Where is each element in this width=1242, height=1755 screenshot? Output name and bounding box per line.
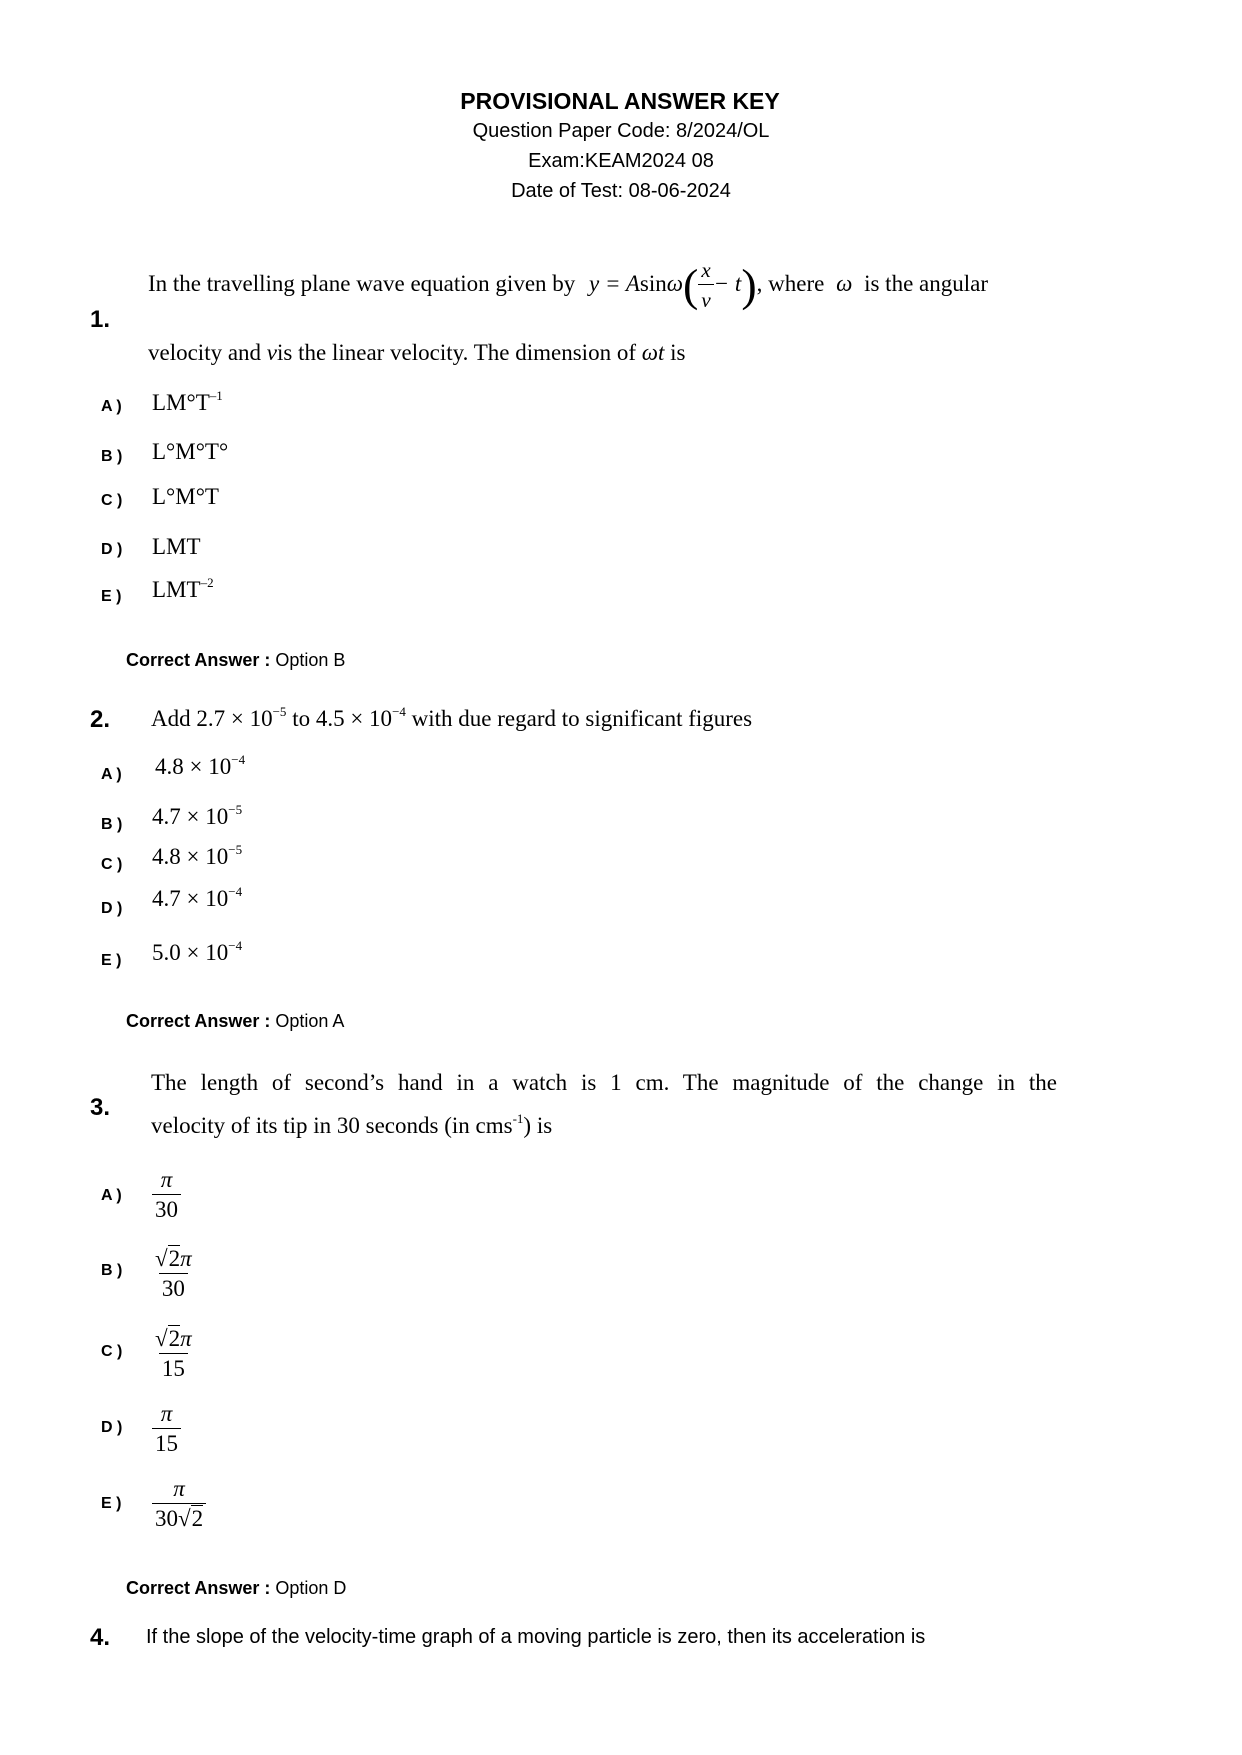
option-value <box>152 439 228 465</box>
option-value <box>152 1166 181 1225</box>
exam-name: Exam:KEAM2024 08 <box>528 150 714 172</box>
option-base: 5.0 × 10 <box>152 940 229 965</box>
option-value <box>152 1245 195 1304</box>
pi-symbol: π <box>180 1326 192 1351</box>
fraction-numerator: x <box>701 258 711 282</box>
sqrt-symbol: √2 <box>155 1246 181 1271</box>
question-text-part: Add 2.7 × 10 <box>151 706 273 731</box>
question-text-line2 <box>151 1111 552 1141</box>
option-label: E ) <box>101 588 122 605</box>
fraction <box>152 1245 195 1304</box>
equation-fraction <box>698 256 713 315</box>
option-sup: −5 <box>228 842 243 857</box>
option-base: L°M°T <box>152 484 219 509</box>
fraction <box>152 1166 181 1225</box>
fraction <box>152 1475 206 1534</box>
correct-answer <box>126 650 345 671</box>
question-text-line2 <box>148 338 685 368</box>
option-label: B ) <box>101 816 123 833</box>
exponent: -1 <box>512 1111 524 1126</box>
option-base: LMT <box>152 534 201 559</box>
correct-answer-value: Option B <box>275 650 346 670</box>
fraction-numerator: π <box>173 1476 185 1501</box>
option-value <box>152 844 242 870</box>
option-value <box>152 534 201 560</box>
sqrt-symbol: √2 <box>178 1506 204 1531</box>
question-text: The length of second’s hand in a watch is 1 cm. The magnitude of the change in the <box>151 1070 1057 1095</box>
correct-answer-label: Correct Answer : <box>126 1578 271 1598</box>
correct-answer-value: Option A <box>275 1011 345 1031</box>
option-base: 4.7 × 10 <box>152 886 229 911</box>
option-label: B ) <box>101 448 123 465</box>
radicand: 2 <box>168 1326 181 1351</box>
equation-sin: sin <box>639 270 667 296</box>
test-date: Date of Test: 08-06-2024 <box>511 180 731 202</box>
option-sup: −4 <box>228 884 243 899</box>
radicand: 2 <box>191 1506 204 1531</box>
velocity-symbol: v <box>266 340 278 365</box>
option-base: LMT <box>152 577 201 602</box>
correct-answer <box>126 1578 346 1599</box>
option-label: C ) <box>101 1343 123 1360</box>
fraction-denominator: 15 <box>159 1353 188 1384</box>
option-label: D ) <box>101 900 123 917</box>
option-sup: −4 <box>231 752 246 767</box>
equation-lhs: y = A <box>589 270 640 296</box>
option-value <box>155 754 245 780</box>
question-text-part: velocity of its tip in 30 seconds (in cms <box>151 1113 513 1138</box>
question-text-part: to 4.5 × 10 <box>292 706 393 731</box>
option-label: B ) <box>101 1262 123 1279</box>
question-text <box>148 256 1078 315</box>
fraction-numerator <box>152 1325 195 1353</box>
fraction-numerator <box>152 1245 195 1273</box>
question-text: If the slope of the velocity-time graph of a moving particle is zero, then its acceleration is <box>146 1626 926 1648</box>
option-base: 4.8 × 10 <box>155 754 232 779</box>
question-number: 3. <box>90 1094 111 1121</box>
option-sup: −4 <box>228 938 243 953</box>
fraction-denominator: 30 <box>159 1273 188 1304</box>
option-base: LM°T <box>152 390 210 415</box>
question-text-part: is the linear velocity. The dimension of <box>277 340 636 365</box>
option-value <box>152 1475 206 1534</box>
option-value <box>152 577 214 603</box>
radicand: 2 <box>168 1246 181 1271</box>
page-title: PROVISIONAL ANSWER KEY <box>460 88 780 114</box>
correct-answer <box>126 1011 344 1032</box>
question-text-part: is the angular <box>864 270 988 296</box>
omega-t-symbol: ωt <box>641 340 665 365</box>
denominator-number: 30 <box>155 1506 178 1531</box>
option-value <box>152 484 219 510</box>
document-header <box>0 86 1242 206</box>
sqrt-symbol: √2 <box>155 1326 181 1351</box>
option-value <box>152 940 242 966</box>
option-value <box>152 1400 181 1459</box>
fraction-denominator: 30 <box>152 1194 181 1225</box>
equation-minus-t: − t <box>713 270 742 296</box>
option-label: A ) <box>101 398 122 415</box>
question-text-part: is <box>670 340 686 365</box>
option-value <box>152 804 242 830</box>
option-label: E ) <box>101 952 122 969</box>
correct-answer-value: Option D <box>275 1578 347 1598</box>
exponent: −5 <box>272 704 287 719</box>
question-number: 4. <box>90 1624 111 1651</box>
pi-symbol: π <box>180 1246 192 1271</box>
option-base: L°M°T° <box>152 439 229 464</box>
question-text-part: ) is <box>523 1113 553 1138</box>
fraction-numerator: π <box>160 1167 173 1192</box>
question-text-part: In the travelling plane wave equation given by <box>148 270 576 296</box>
option-label: A ) <box>101 766 122 783</box>
option-label: A ) <box>101 1187 122 1204</box>
option-value <box>152 390 223 416</box>
option-value <box>152 886 242 912</box>
fraction <box>152 1325 195 1384</box>
omega-symbol: ω <box>836 270 853 296</box>
fraction-numerator: π <box>160 1401 173 1426</box>
equation-omega: ω <box>666 270 683 296</box>
fraction-denominator <box>152 1503 206 1534</box>
option-label: C ) <box>101 856 123 873</box>
option-base: 4.8 × 10 <box>152 844 229 869</box>
question-number: 1. <box>90 306 111 333</box>
left-paren: ( <box>683 259 699 311</box>
question-text <box>151 704 752 734</box>
option-label: D ) <box>101 1419 123 1436</box>
question-text-part: , where <box>756 270 825 296</box>
fraction-denominator: v <box>698 284 713 315</box>
option-label: E ) <box>101 1495 122 1512</box>
question-number: 2. <box>90 706 111 733</box>
option-sup: −5 <box>228 802 243 817</box>
option-label: D ) <box>101 541 123 558</box>
question-text-part: with due regard to significant figures <box>411 706 753 731</box>
right-paren: ) <box>741 259 757 311</box>
option-label: C ) <box>101 492 123 509</box>
option-base: 4.7 × 10 <box>152 804 229 829</box>
option-value <box>152 1325 195 1384</box>
fraction-denominator: 15 <box>152 1428 181 1459</box>
question-text-part: velocity and <box>148 340 262 365</box>
fraction <box>152 1400 181 1459</box>
paper-code: Question Paper Code: 8/2024/OL <box>472 120 770 142</box>
option-sup: –1 <box>209 388 223 403</box>
correct-answer-label: Correct Answer : <box>126 650 271 670</box>
option-sup: –2 <box>200 575 214 590</box>
correct-answer-label: Correct Answer : <box>126 1011 271 1031</box>
exponent: −4 <box>392 704 406 719</box>
